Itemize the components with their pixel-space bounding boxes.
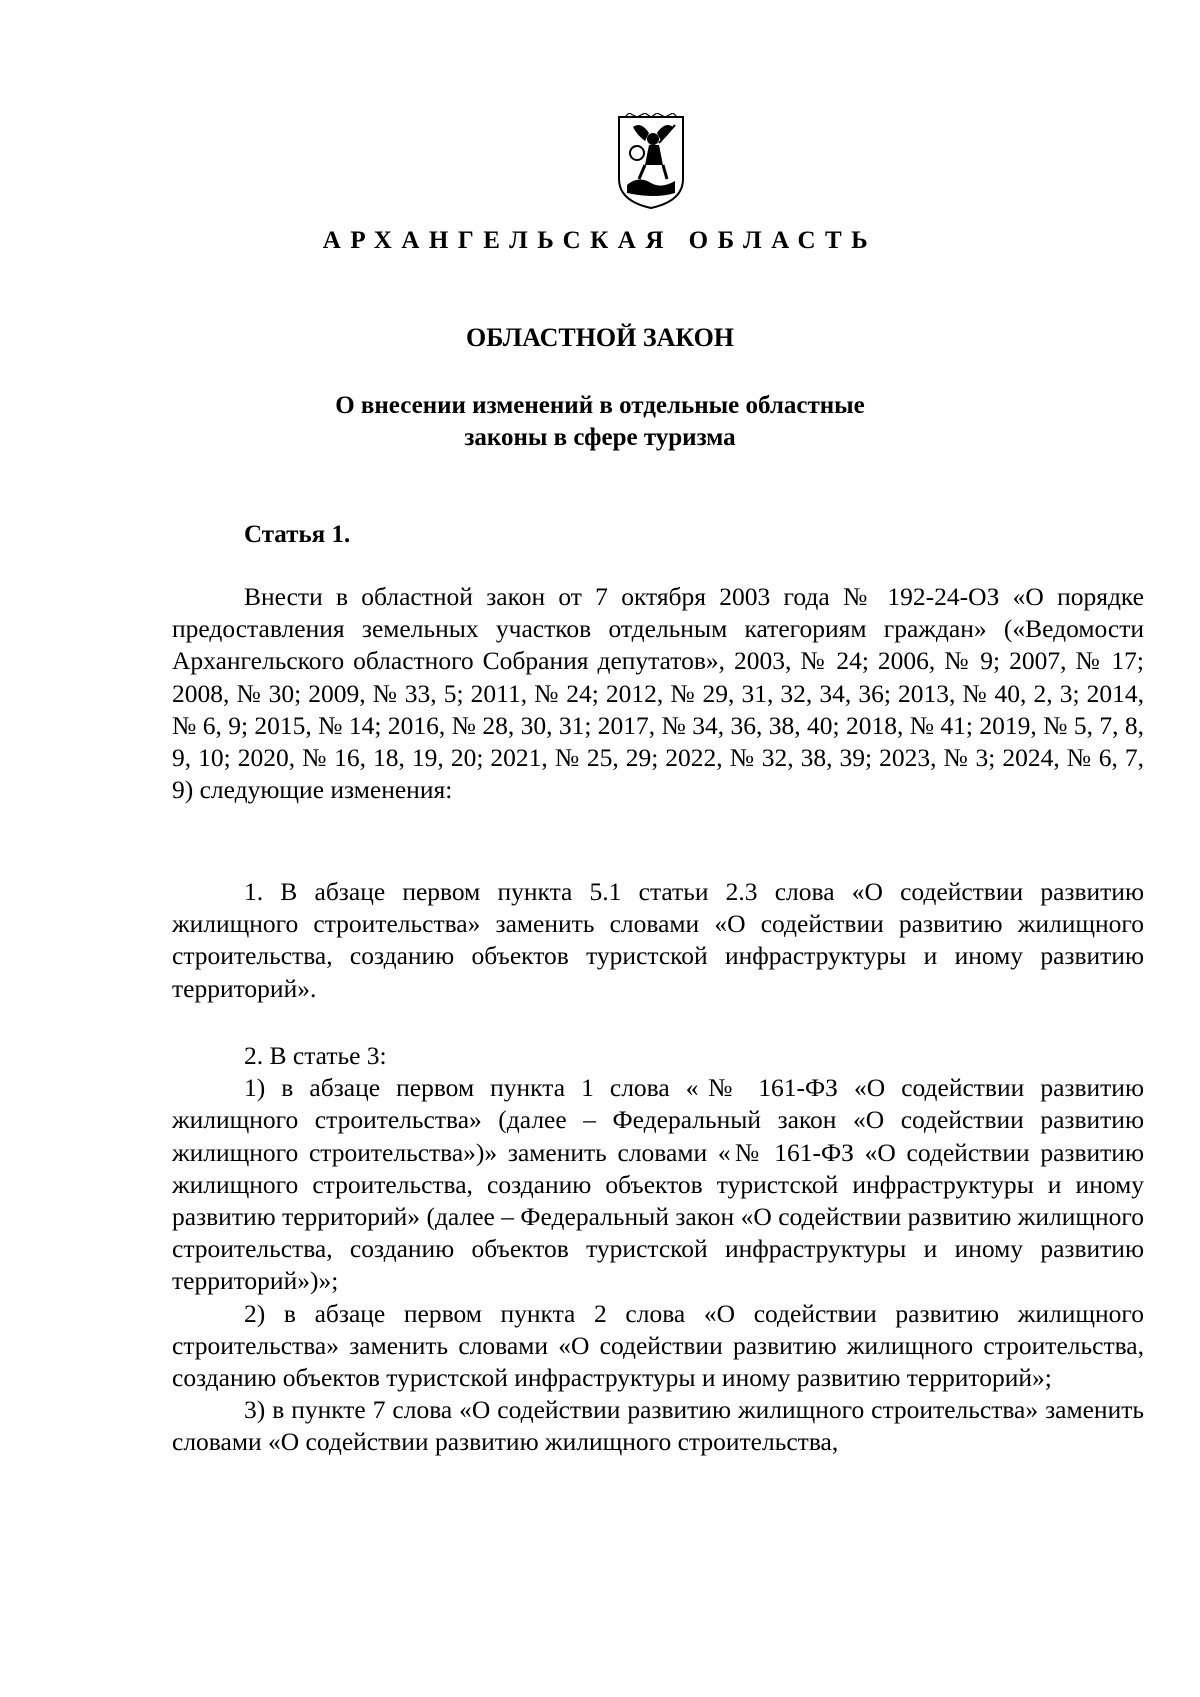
item-2-block — [172, 1040, 1144, 1459]
item-1-block — [172, 876, 1144, 1005]
region-name: АРХАНГЕЛЬСКАЯ ОБЛАСТЬ — [322, 227, 878, 254]
item-2-subitem-2: 2) в абзаце первом пункта 2 слова «О содействии развитию жилищного строительства» заменить словами «О содействии развитию жилищного строительства, созданию объектов туристской инфраструктуры и иному развитию территорий»; — [172, 1298, 1144, 1393]
item-1-paragraph: 1. В абзаце первом пункта 5.1 статьи 2.3 слова «О содействии развитию жилищного строительства» заменить словами «О содействии развитию жилищного строительства, созданию объектов туристской инфраструктуры и иному развитию территорий». — [172, 877, 1144, 1003]
article-intro-block — [172, 581, 1144, 806]
law-type-heading: ОБЛАСТНОЙ ЗАКОН — [465, 323, 735, 352]
item-2-heading: 2. В статье 3: — [244, 1041, 387, 1070]
coat-of-arms-icon — [615, 113, 687, 211]
law-title — [0, 390, 1200, 454]
item-2-subitem-1: 1) в абзаце первом пункта 1 слова «№ 161-ФЗ «О содействии развитию жилищного строительства» (далее – Федеральный закон «О содействии развитию жилищного строительства»)» заменить словами «№ 161-ФЗ «О содействии развитию жилищного строительства, созданию объектов туристской инфраструктуры и иному развитию территорий» (далее – Федеральный закон «О содействии развитию жилищного строительства, созданию объектов туристской инфраструктуры и иному развитию территорий»)»; — [172, 1073, 1144, 1296]
item-2-subitem-3: 3) в пункте 7 слова «О содействии развитию жилищного строительства» заменить словами «О содействии развитию жилищного строительства, — [172, 1395, 1144, 1457]
article-intro-paragraph: Внести в областной закон от 7 октября 2003 года № 192-24-ОЗ «О порядке предоставления земельных участков отдельным категориям граждан» («Ведомости Архангельского областного Собрания депутатов», 2003, № 24; 2006, № 9; 2007, № 17; 2008, № 30; 2009, № 33, 5; 2011, № 24; 2012, № 29, 31, 32, 34, 36; 2013, № 40, 2, 3; 2014, № 6, 9; 2015, № 14; 2016, № 28, 30, 31; 2017, № 34, 36, 38, 40; 2018, № 41; 2019, № 5, 7, 8, 9, 10; 2020, № 16, 18, 19, 20; 2021, № 25, 29; 2022, № 32, 38, 39; 2023, № 3; 2024, № 6, 7, 9) следующие изменения: — [172, 582, 1144, 805]
law-title-line-1: О внесении изменений в отдельные областные — [335, 392, 865, 419]
law-title-line-2: законы в сфере туризма — [464, 424, 736, 451]
article-heading: Статья 1. — [244, 521, 351, 548]
